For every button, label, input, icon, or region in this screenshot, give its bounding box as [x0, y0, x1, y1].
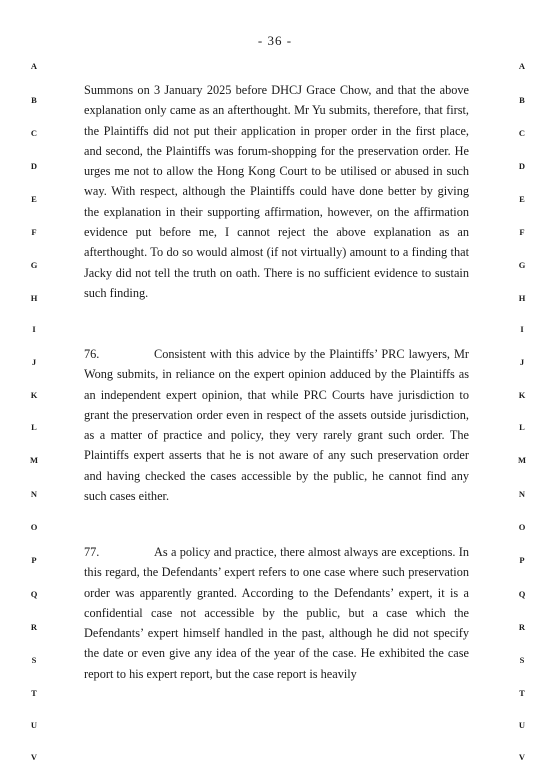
margin-letter: H: [518, 293, 526, 303]
margin-letter: U: [518, 720, 526, 730]
paragraph-75-continued: [84, 80, 469, 303]
margin-letter: I: [520, 324, 524, 334]
margin-letter: I: [32, 324, 36, 334]
paragraph-number: 77.: [84, 545, 100, 559]
left-margin-letters: [27, 0, 47, 777]
margin-letter: C: [518, 128, 526, 138]
margin-letter: G: [30, 260, 38, 270]
margin-letter: T: [519, 688, 525, 698]
margin-letter: T: [31, 688, 37, 698]
paragraph-text: Consistent with this advice by the Plaintiffs’ PRC lawyers, Mr Wong submits, in reliance on the expert opinion adduced by the Plaintiffs as an independent expert opinion, that while PRC Courts have jurisdiction to grant the preservation order even in respect of the assets outside jurisdiction, as a matter of practice and policy, they very rarely grant such order. The Plaintiffs expert asserts that he is not aware of any such preservation order and having checked the cases accessible by the public, he cannot find any such cases either.: [84, 347, 469, 504]
margin-letter: Q: [30, 589, 38, 599]
paragraph-text: Summons on 3 January 2025 before DHCJ Grace Chow, and that the above explanation only came as an afterthought. Mr Yu submits, therefore, that first, the Plaintiffs did not put their application in proper order in the first place, and second, the Plaintiffs was forum-shopping for the preservation order. He urges me not to allow the Hong Kong Court to be utilised or abused in such way. With respect, although the Plaintiffs could have done better by giving the explanation in their supporting affirmation, however, on the affirmation evidence put before me, I cannot reject the above explanation as an afterthought. To do so would almost (if not virtually) amount to a finding that Jacky did not tell the truth on oath. There is no sufficient evidence to sustain such finding.: [84, 83, 469, 300]
margin-letter: R: [30, 622, 38, 632]
margin-letter: V: [518, 752, 526, 762]
margin-letter: R: [518, 622, 526, 632]
margin-letter: J: [519, 357, 525, 367]
margin-letter: E: [31, 194, 37, 204]
margin-letter: J: [31, 357, 37, 367]
paragraph-text: As a policy and practice, there almost always are exceptions. In this regard, the Defendants’ expert refers to one case where such preservation order was apparently granted. According to the Defendants’ expert, it is a confidential case not accessible by the public, but a case which the Defendants’ expert himself handled in the past, although he did not specify the date or even give any idea of the year of the case. He exhibited the case report to his expert report, but the case report is heavily: [84, 545, 469, 681]
margin-letter: S: [519, 655, 525, 665]
margin-letter: P: [519, 555, 525, 565]
margin-letter: K: [30, 390, 38, 400]
margin-letter: F: [31, 227, 37, 237]
margin-letter: C: [30, 128, 38, 138]
margin-letter: P: [31, 555, 37, 565]
margin-letter: D: [30, 161, 38, 171]
margin-letter: V: [30, 752, 38, 762]
page-number: - 36 -: [257, 33, 293, 48]
margin-letter: F: [519, 227, 525, 237]
margin-letter: E: [519, 194, 525, 204]
paragraph-number: 76.: [84, 347, 100, 361]
margin-letter: O: [518, 522, 526, 532]
paragraph-77: [84, 542, 469, 684]
margin-letter: D: [518, 161, 526, 171]
paragraph-76: [84, 344, 469, 506]
margin-letter: G: [518, 260, 526, 270]
margin-letter: B: [31, 95, 37, 105]
margin-letter: B: [519, 95, 525, 105]
margin-letter: A: [30, 61, 38, 71]
right-margin-letters: [515, 0, 535, 777]
margin-letter: O: [30, 522, 38, 532]
margin-letter: L: [519, 422, 525, 432]
margin-letter: N: [518, 489, 526, 499]
margin-letter: U: [30, 720, 38, 730]
margin-letter: S: [31, 655, 37, 665]
margin-letter: K: [518, 390, 526, 400]
margin-letter: N: [30, 489, 38, 499]
margin-letter: H: [30, 293, 38, 303]
margin-letter: A: [518, 61, 526, 71]
margin-letter: M: [29, 455, 39, 465]
margin-letter: L: [31, 422, 37, 432]
margin-letter: M: [517, 455, 527, 465]
margin-letter: Q: [518, 589, 526, 599]
